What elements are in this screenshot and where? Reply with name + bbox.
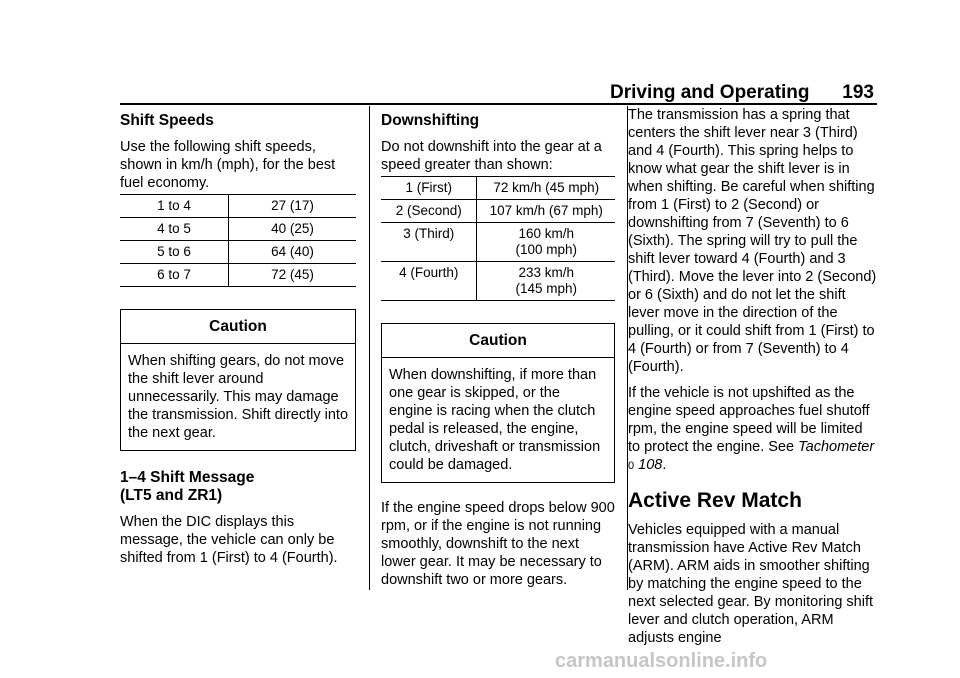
column-3 xyxy=(628,106,878,647)
table-cell-gears: 6 to 7 xyxy=(120,264,229,287)
table-cell-speed xyxy=(477,262,615,301)
speed-line: 72 km/h (45 mph) xyxy=(493,180,600,195)
caution-title: Caution xyxy=(382,324,614,358)
speed-line: 160 km/h xyxy=(518,226,574,241)
downshifting-intro: Do not downshift into the gear at a speed greater than shown: xyxy=(381,139,602,173)
table-cell-speed xyxy=(477,177,615,200)
shift-speeds-heading: Shift Speeds xyxy=(120,112,214,129)
caution-text: When downshifting, if more than one gear is skipped, or the engine is racing when the clutch pedal is released, the engine, clutch, driveshaft or transmission could be damaged. xyxy=(389,367,601,473)
caution-box xyxy=(381,323,615,483)
table-row xyxy=(381,223,615,262)
spring-paragraph: The transmission has a spring that centers the shift lever near 3 (Third) and 4 (Fourth). This spring helps to know what gear the shift lever is in when shifting. Be careful when shifting from 1 (First) to 2 (Second) or downshifting from 7 (Seventh) to 6 (Sixth). The spring will try to pull the shift lever toward 4 (Fourth) and 3 (Third). Move the lever into 2 (Second) or 6 (Sixth) and do not let the shift lever move in the direction of the pulling, or it could shift from 1 (First) to 4 (Fourth) or from 7 (Seventh) to 4 (Fourth). xyxy=(628,107,877,375)
caution-text: When shifting gears, do not move the shift lever around unnecessarily. This may damage the transmission. Shift directly into the next gear. xyxy=(128,353,349,441)
downshift-table xyxy=(381,176,615,301)
active-rev-match-heading: Active Rev Match xyxy=(628,489,802,512)
table-cell-speed: 27 (17) xyxy=(229,195,356,218)
table-cell-gear: 3 (Third) xyxy=(381,223,477,262)
table-row xyxy=(120,195,356,218)
xref-arrow-icon: 0 xyxy=(628,460,635,472)
header-rule xyxy=(120,103,877,105)
table-cell-speed: 72 (45) xyxy=(229,264,356,287)
speed-line: 233 km/h xyxy=(518,265,574,280)
shift-message-text: When the DIC displays this message, the vehicle can only be shifted from 1 (First) to 4 (Fourth). xyxy=(120,514,338,566)
upshift-paragraph xyxy=(628,384,878,475)
speed-line: (100 mph) xyxy=(515,242,577,257)
table-row xyxy=(120,241,356,264)
column-1 xyxy=(120,106,356,567)
table-cell-speed xyxy=(477,200,615,223)
shift-message-heading-line2: (LT5 and ZR1) xyxy=(120,487,223,504)
column-2 xyxy=(381,106,615,589)
table-row xyxy=(381,262,615,301)
shift-message-heading-line1: 1–4 Shift Message xyxy=(120,469,255,486)
speed-line: (145 mph) xyxy=(515,281,577,296)
active-rev-match-text: Vehicles equipped with a manual transmission have Active Rev Match (ARM). ARM aids in smoother shifting by matching the engine speed to the next selected gear. By monitoring shift lever and clutch operation, ARM adjusts engine xyxy=(628,522,874,646)
table-cell-gear: 4 (Fourth) xyxy=(381,262,477,301)
table-cell-gear: 1 (First) xyxy=(381,177,477,200)
downshifting-heading: Downshifting xyxy=(381,112,480,129)
upshift-text: If the vehicle is not upshifted as the engine speed approaches fuel shutoff rpm, the engine speed will be limited to protect the engine. See xyxy=(628,385,870,455)
page-header xyxy=(610,82,874,104)
table-cell-gears: 1 to 4 xyxy=(120,195,229,218)
shift-speeds-table xyxy=(120,194,356,287)
engine-speed-note: If the engine speed drops below 900 rpm, or if the engine is not running smoothly, downshift to the next lower gear. It may be necessary to downshift two or more gears. xyxy=(381,500,615,588)
watermark: carmanualsonline.info xyxy=(555,650,768,672)
column-divider xyxy=(369,106,370,590)
table-cell-speed xyxy=(477,223,615,262)
caution-title: Caution xyxy=(121,310,355,344)
table-row xyxy=(381,200,615,223)
page-number: 193 xyxy=(842,82,874,103)
shift-message-heading xyxy=(120,469,356,505)
table-row xyxy=(381,177,615,200)
table-cell-gears: 4 to 5 xyxy=(120,218,229,241)
table-cell-speed: 64 (40) xyxy=(229,241,356,264)
table-row xyxy=(120,264,356,287)
table-cell-gears: 5 to 6 xyxy=(120,241,229,264)
xref-page: 108 xyxy=(638,457,663,473)
table-cell-speed: 40 (25) xyxy=(229,218,356,241)
speed-line: 107 km/h (67 mph) xyxy=(489,203,603,218)
table-cell-gear: 2 (Second) xyxy=(381,200,477,223)
shift-speeds-intro: Use the following shift speeds, shown in km/h (mph), for the best fuel economy. xyxy=(120,139,336,191)
table-row xyxy=(120,218,356,241)
caution-box xyxy=(120,309,356,451)
xref-label: Tachometer xyxy=(798,439,875,455)
section-title: Driving and Operating xyxy=(610,82,810,103)
xref-suffix: . xyxy=(662,457,667,473)
